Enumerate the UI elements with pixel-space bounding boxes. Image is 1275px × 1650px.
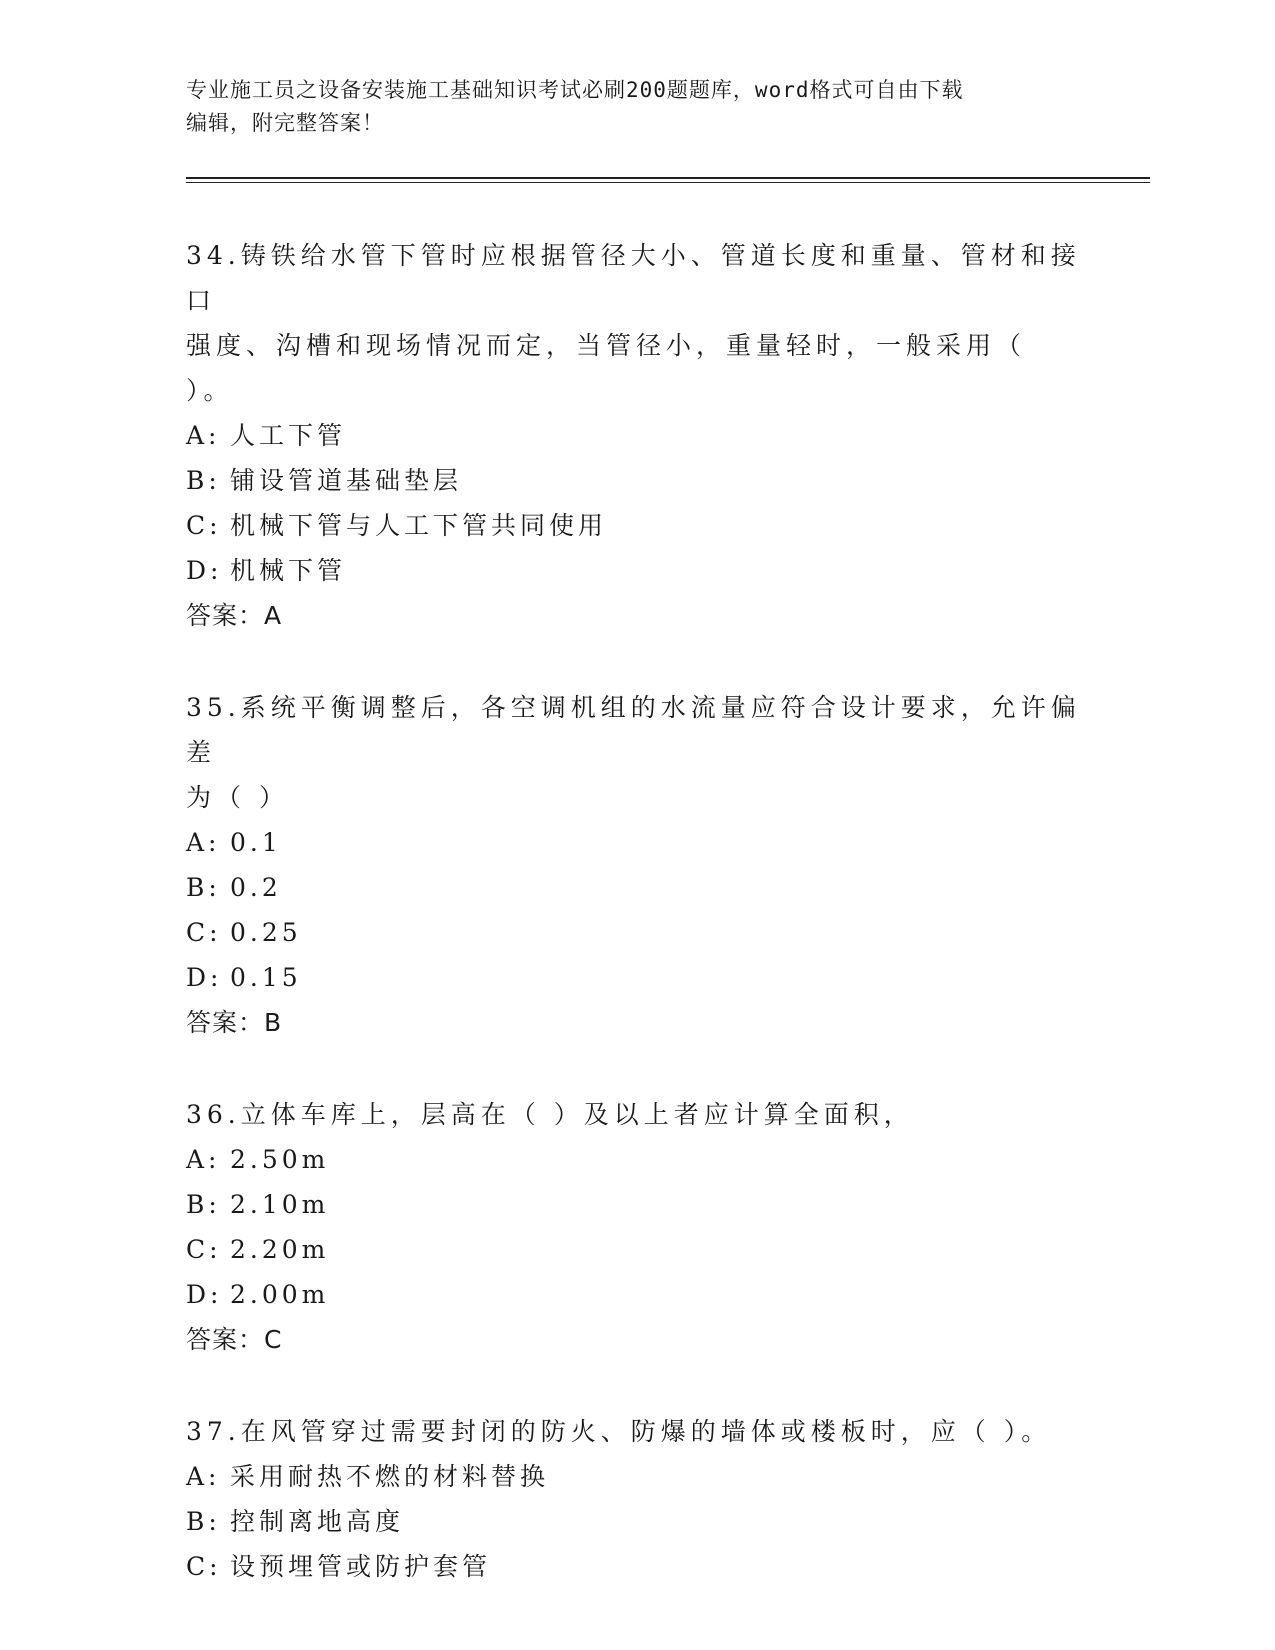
- question-36: [186, 1092, 1086, 1362]
- option-text: 人工下管: [230, 421, 347, 450]
- question-text-line-2: 为（ ）: [186, 783, 289, 812]
- option-letter: C:: [186, 1552, 222, 1581]
- option-text: 0.25: [230, 918, 302, 947]
- option-text: 机械下管: [230, 556, 347, 585]
- question-text: [186, 233, 1086, 323]
- option-text: 采用耐热不燃的材料替换: [230, 1462, 550, 1491]
- option-c: [186, 910, 1086, 955]
- option-text: 0.15: [230, 963, 302, 992]
- option-letter: C:: [186, 918, 222, 947]
- question-number: 35.: [186, 693, 241, 722]
- header-title-line-2: 编辑，附完整答案！: [186, 111, 384, 135]
- option-letter: D:: [186, 1280, 223, 1309]
- question-text-line-1: 立体车库上，层高在（ ）及以上者应计算全面积，: [240, 1100, 914, 1129]
- option-text: 2.00m: [230, 1280, 330, 1309]
- option-text: 0.2: [230, 873, 282, 902]
- question-spacer: [186, 1045, 1086, 1092]
- option-c: [186, 503, 1086, 548]
- option-a: [186, 1137, 1086, 1182]
- document-header: [186, 74, 1066, 140]
- question-text: [186, 1409, 1086, 1454]
- option-letter: A:: [186, 1462, 221, 1491]
- option-b: [186, 1182, 1086, 1227]
- option-text: 铺设管道基础垫层: [230, 466, 463, 495]
- option-text: 2.50m: [230, 1145, 330, 1174]
- question-text-line-2: 强度、沟槽和现场情况而定，当管径小，重量轻时，一般采用（ ）。: [186, 331, 1027, 405]
- option-d: [186, 1272, 1086, 1317]
- question-number: 37.: [186, 1417, 241, 1446]
- option-a: [186, 1454, 1086, 1499]
- option-c: [186, 1544, 1086, 1589]
- question-37: [186, 1409, 1086, 1589]
- question-text-line-1: 系统平衡调整后，各空调机组的水流量应符合设计要求，允许偏差: [186, 693, 1081, 767]
- header-title-line-1: 专业施工员之设备安装施工基础知识考试必刷200题题库，word格式可自由下载: [186, 78, 964, 102]
- option-b: [186, 458, 1086, 503]
- option-letter: D:: [186, 556, 223, 585]
- option-c: [186, 1227, 1086, 1272]
- option-b: [186, 865, 1086, 910]
- option-letter: C:: [186, 1235, 222, 1264]
- option-letter: A:: [186, 1145, 221, 1174]
- option-letter: B:: [186, 873, 221, 902]
- option-letter: B:: [186, 1190, 221, 1219]
- answer-label: 答案：C: [186, 1325, 283, 1354]
- option-d: [186, 548, 1086, 593]
- option-text: 机械下管与人工下管共同使用: [230, 511, 608, 540]
- question-number: 34.: [186, 241, 241, 270]
- option-letter: A:: [186, 828, 221, 857]
- question-spacer: [186, 1362, 1086, 1409]
- question-35: [186, 685, 1086, 1045]
- option-letter: B:: [186, 1507, 221, 1536]
- option-letter: C:: [186, 511, 222, 540]
- option-letter: A:: [186, 421, 221, 450]
- option-letter: B:: [186, 466, 221, 495]
- question-34: [186, 233, 1086, 638]
- option-text: 0.1: [230, 828, 282, 857]
- option-d: [186, 955, 1086, 1000]
- question-text: [186, 1092, 1086, 1137]
- question-spacer: [186, 638, 1086, 685]
- question-text-line-1: 在风管穿过需要封闭的防火、防爆的墙体或楼板时，应（ ）。: [240, 1417, 1052, 1446]
- question-text: [186, 685, 1086, 775]
- answer-label: 答案：B: [186, 1008, 283, 1037]
- header-divider: [186, 177, 1150, 183]
- option-letter: D:: [186, 963, 223, 992]
- option-text: 2.20m: [230, 1235, 330, 1264]
- option-a: [186, 413, 1086, 458]
- answer-label: 答案：A: [186, 601, 283, 630]
- option-text: 2.10m: [230, 1190, 330, 1219]
- question-number: 36.: [186, 1100, 241, 1129]
- option-text: 控制离地高度: [230, 1507, 405, 1536]
- option-text: 设预埋管或防护套管: [230, 1552, 492, 1581]
- question-list: [186, 233, 1086, 1589]
- option-a: [186, 820, 1086, 865]
- option-b: [186, 1499, 1086, 1544]
- question-text-line-1: 铸铁给水管下管时应根据管径大小、管道长度和重量、管材和接口: [186, 241, 1081, 315]
